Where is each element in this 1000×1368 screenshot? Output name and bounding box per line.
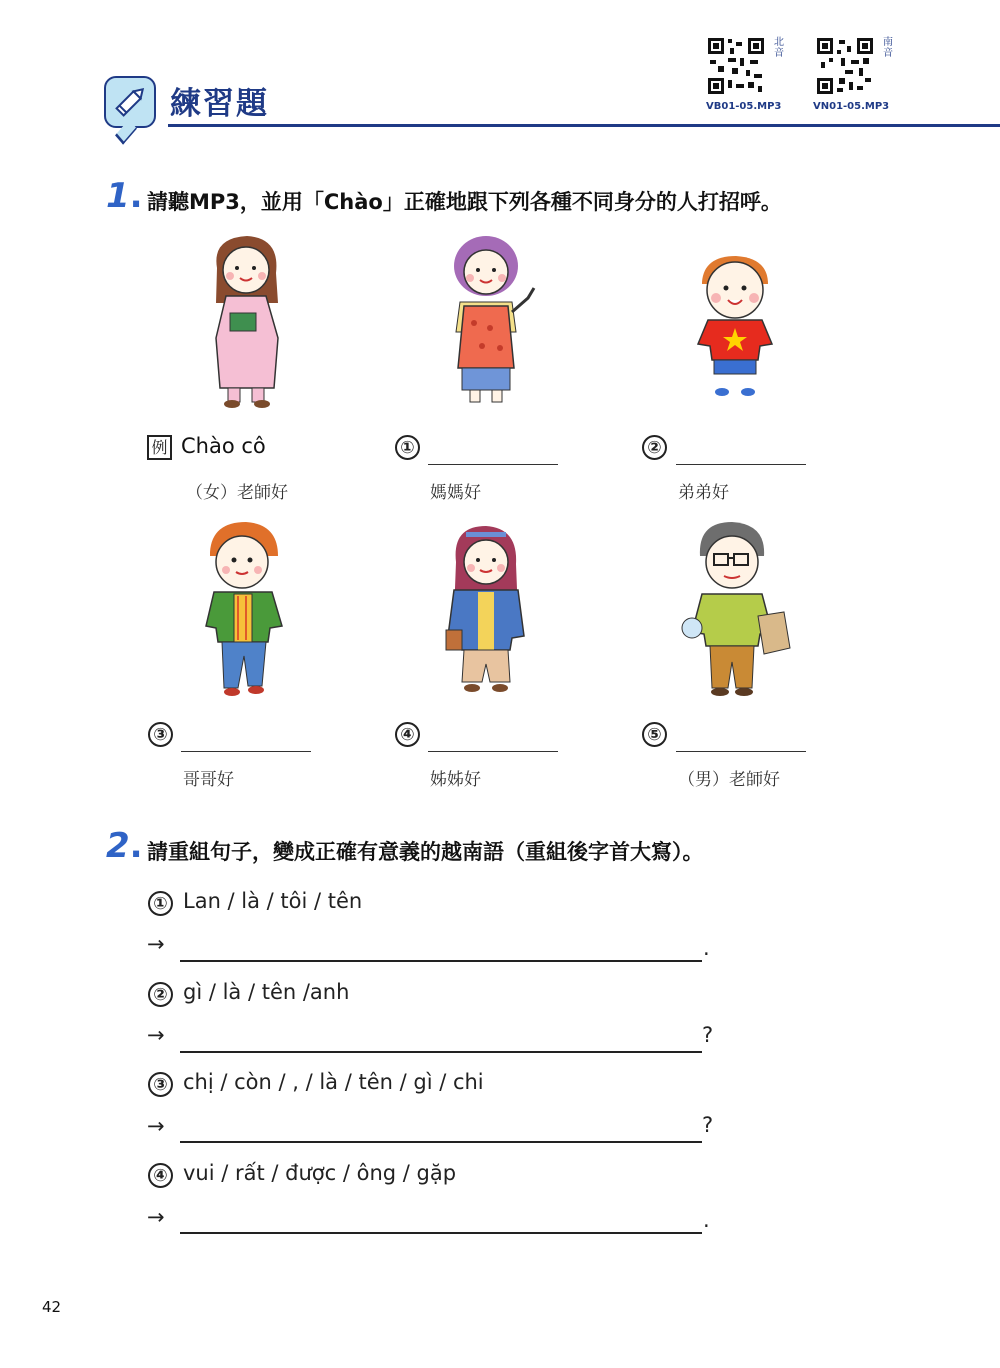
sentence-2-answer-line[interactable]: [180, 1051, 702, 1053]
female-teacher-illustration: [182, 228, 312, 418]
sentence-2-marker: ②: [148, 982, 173, 1007]
sentence-4-marker: ④: [148, 1163, 173, 1188]
item-1-meaning: 媽媽好: [430, 483, 481, 503]
older-brother-illustration: [190, 516, 320, 706]
item-1-answer-blank[interactable]: [428, 464, 558, 465]
qr-code-north-icon[interactable]: [706, 36, 766, 96]
older-sister-illustration: [424, 518, 554, 708]
item-5-marker: ⑤: [642, 722, 667, 747]
qr-north-label: VB01-05.MP3: [706, 101, 782, 112]
item-4-meaning: 姊姊好: [430, 770, 481, 790]
exercise-2-number: 2.: [106, 826, 143, 866]
sentence-3-end-mark: ?: [702, 1113, 714, 1137]
mother-illustration: [424, 228, 554, 418]
item-1-marker: ①: [395, 435, 420, 460]
sentence-3-marker: ③: [148, 1072, 173, 1097]
sentence-1-words: Lan / là / tôi / tên: [183, 889, 363, 913]
qr-north-tag: 北音: [774, 37, 784, 59]
item-2-marker: ②: [642, 435, 667, 460]
sentence-1-answer-line[interactable]: [180, 960, 702, 962]
exercise-1-number: 1.: [106, 176, 143, 216]
example-answer: Chào cô: [181, 434, 266, 458]
sentence-4-arrow-icon: →: [147, 1205, 165, 1229]
sentence-1-marker: ①: [148, 891, 173, 916]
sentence-3-answer-line[interactable]: [180, 1141, 702, 1143]
sentence-3-arrow-icon: →: [147, 1114, 165, 1138]
item-2-answer-blank[interactable]: [676, 464, 806, 465]
sentence-3-words: chị / còn / , / là / tên / gì / chi: [183, 1070, 484, 1094]
qr-south-tag: 南音: [883, 37, 893, 59]
item-4-answer-blank[interactable]: [428, 751, 558, 752]
sentence-4-answer-line[interactable]: [180, 1232, 702, 1234]
item-3-marker: ③: [148, 722, 173, 747]
item-2-meaning: 弟弟好: [678, 483, 729, 503]
qr-code-south-icon[interactable]: [815, 36, 875, 96]
sentence-1-end-mark: .: [703, 936, 710, 960]
sentence-2-arrow-icon: →: [147, 1023, 165, 1047]
example-meaning: （女）老師好: [186, 483, 288, 503]
qr-south-label: VN01-05.MP3: [813, 101, 890, 112]
sentence-2-words: gì / là / tên /anh: [183, 980, 350, 1004]
item-3-answer-blank[interactable]: [181, 751, 311, 752]
item-5-meaning: （男）老師好: [678, 770, 780, 790]
sentence-2-end-mark: ?: [702, 1023, 714, 1047]
title-divider: [168, 124, 1000, 127]
page-number: 42: [42, 1298, 62, 1316]
example-marker: 例: [147, 435, 172, 460]
exercise-1-instruction: 請聽MP3，並用「Chào」正確地跟下列各種不同身分的人打招呼。: [147, 190, 782, 214]
item-3-meaning: 哥哥好: [183, 770, 234, 790]
sentence-1-arrow-icon: →: [147, 932, 165, 956]
item-5-answer-blank[interactable]: [676, 751, 806, 752]
exercise-2-instruction: 請重組句子，變成正確有意義的越南語（重組後字首大寫）。: [147, 840, 704, 864]
pencil-icon: [106, 78, 154, 126]
item-4-marker: ④: [395, 722, 420, 747]
male-teacher-illustration: [674, 516, 804, 706]
sentence-4-words: vui / rất / được / ông / gặp: [183, 1161, 457, 1185]
page-title: 練習題: [170, 86, 269, 122]
sentence-4-end-mark: .: [703, 1208, 710, 1232]
younger-brother-illustration: [674, 248, 804, 438]
